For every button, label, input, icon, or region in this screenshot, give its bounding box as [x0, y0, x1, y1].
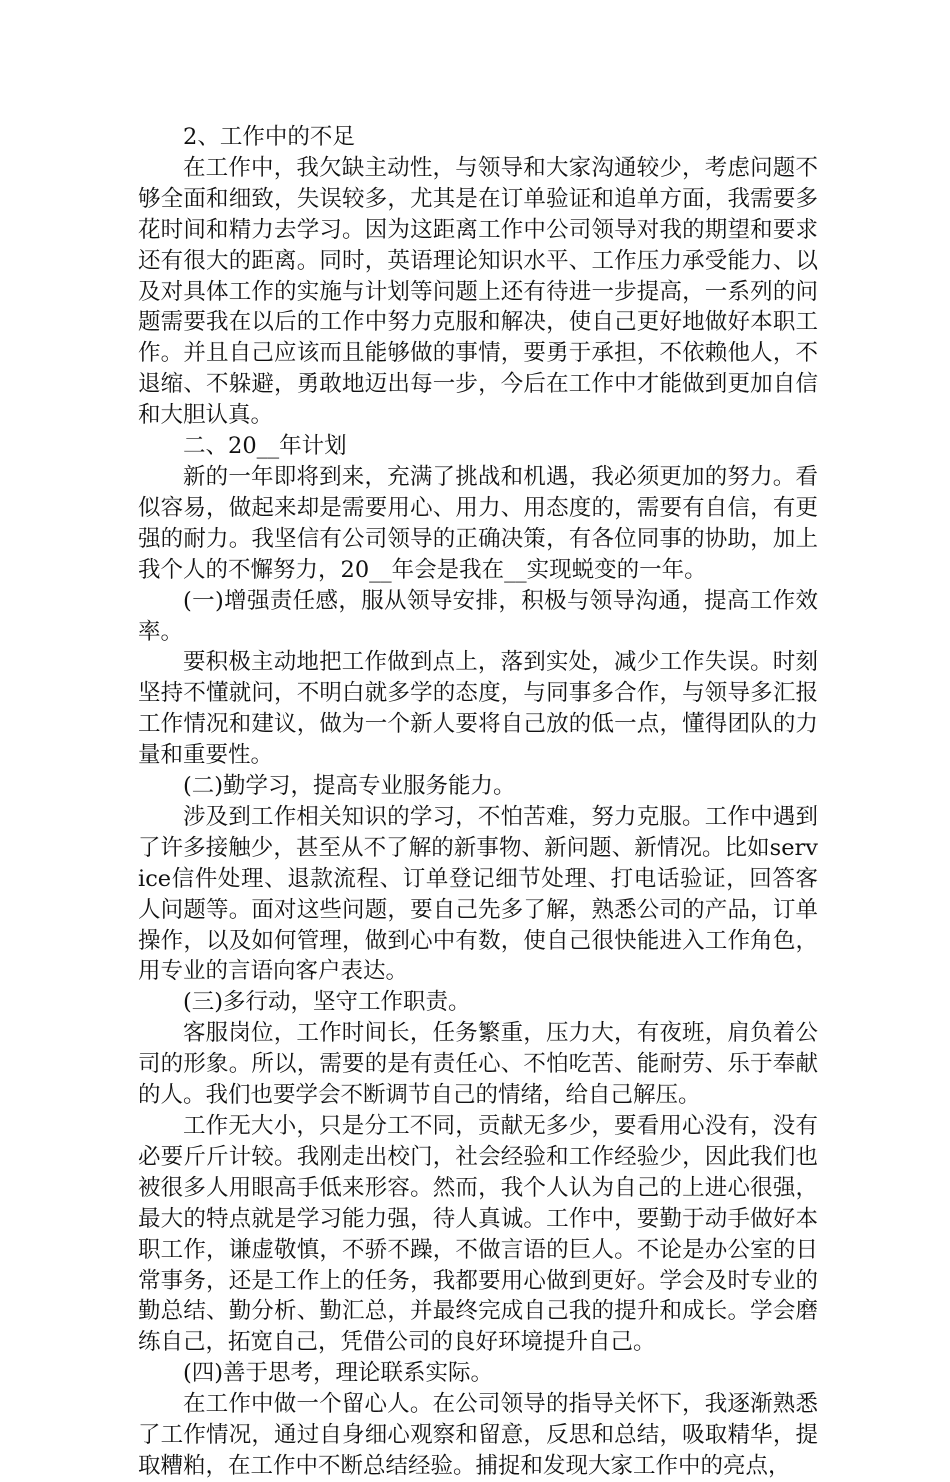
paragraph-action: 客服岗位，工作时间长，任务繁重，压力大，有夜班，肩负着公司的形象。所以，需要的是有责任心、不怕吃苦、能耐劳、乐于奉献的人。我们也要学会不断调节自己的情绪，给自己解压。 — [138, 1020, 818, 1109]
paragraph-work-attitude: 工作无大小，只是分工不同，贡献无多少，要看用心没有，没有必要斤斤计较。我刚走出校门，社会经验和工作经验少，因此我们也被很多人用眼高手低来形容。然而，我个人认为自己的上进心很强，最大的特点就是学习能力强，待人真诚。工作中，要勤于动手做好本职工作，谦虚敬慎，不骄不躁，不做言语的巨人。不论是办公室的日常事务，还是工作上的任务，我都要用心做到更好。学会及时专业的勤总结、勤分析、勤汇总，并最终完成自己我的提升和成长。学会磨练自己，拓宽自己，凭借公司的良好环境提升自己。 — [138, 1113, 818, 1356]
section-heading-shortcomings: 2、工作中的不足 — [183, 124, 355, 150]
paragraph-thinking: 在工作中做一个留心人。在公司领导的指导关怀下，我逐渐熟悉了工作情况，通过自身细心观察和留意，反思和总结，吸取精华，提取糟粕，在工作中不断总结经验。捕捉和发现大家工作中的亮点， — [138, 1391, 818, 1479]
paragraph-plan-intro: 新的一年即将到来，充满了挑战和机遇，我必须更加的努力。看似容易，做起来却是需要用心、用力、用态度的，需要有自信，有更强的耐力。我坚信有公司领导的正确决策，有各位同事的协助，加上我个人的不懈努力，20__年会是我在__实现蜕变的一年。 — [138, 463, 818, 583]
subheading-responsibility: (一)增强责任感，服从领导安排，积极与领导沟通，提高工作效率。 — [138, 587, 818, 645]
subheading-action: (三)多行动，坚守工作职责。 — [183, 989, 471, 1016]
subheading-thinking: (四)善于思考，理论联系实际。 — [183, 1360, 494, 1387]
paragraph-responsibility: 要积极主动地把工作做到点上，落到实处，减少工作失误。时刻坚持不懂就问，不明白就多学的态度，与同事多合作，与领导多汇报工作情况和建议，做为一个新人要将自己放的低一点，懂得团队的力量和重要性。 — [138, 649, 818, 769]
paragraph-study: 涉及到工作相关知识的学习，不怕苦难，努力克服。工作中遇到了许多接触少，甚至从不了解的新事物、新问题、新情况。比如service信件处理、退款流程、订单登记细节处理、打电话验证，回答客人问题等。面对这些问题，要自己先多了解，熟悉公司的产品，订单操作，以及如何管理，做到心中有数，使自己很快能进入工作角色，用专业的言语向客户表达。 — [138, 803, 818, 985]
subheading-study: (二)勤学习，提高专业服务能力。 — [183, 773, 516, 800]
document-body — [138, 122, 818, 1482]
section-heading-annual-plan: 二、20__年计划 — [183, 433, 347, 460]
paragraph-shortcomings: 在工作中，我欠缺主动性，与领导和大家沟通较少，考虑问题不够全面和细致，失误较多，尤其是在订单验证和追单方面，我需要多花时间和精力去学习。因为这距离工作中公司领导对我的期望和要求还有很大的距离。同时，英语理论知识水平、工作压力承受能力、以及对具体工作的实施与计划等问题上还有待进一步提高，一系列的问题需要我在以后的工作中努力克服和解决，使自己更好地做好本职工作。并且自己应该而且能够做的事情，要勇于承担，不依赖他人，不退缩、不躲避，勇敢地迈出每一步，今后在工作中才能做到更加自信和大胆认真。 — [138, 154, 818, 429]
